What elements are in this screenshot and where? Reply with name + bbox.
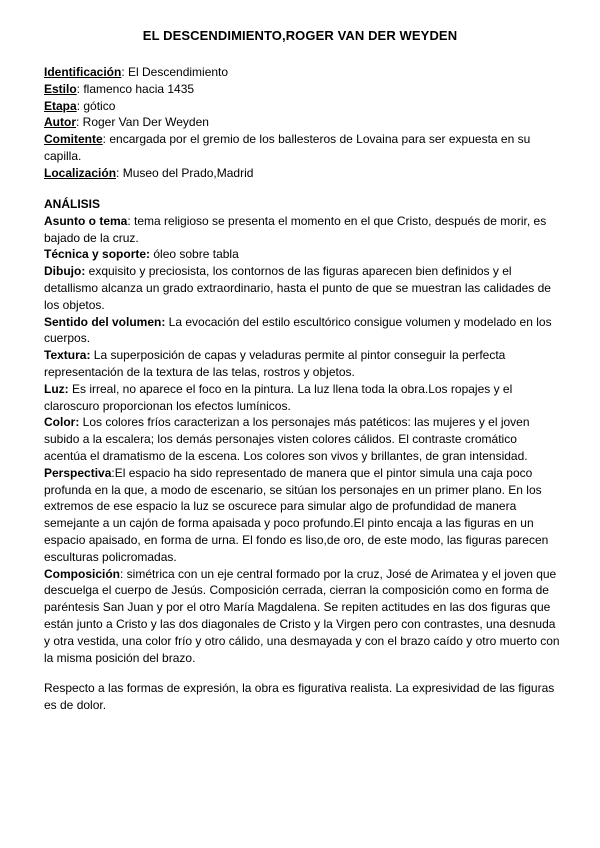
- analysis-text: : simétrica con un eje central formado por la cruz, José de Arimatea y el joven que descuelga el cuerpo de Jesús. Composición cerrada, cierran la composición como en forma de paréntesis San Juan y por el otro María Magdalena. Se repiten actitudes en las dos figuras que están junto a Cristo y las dos diagonales de Cristo y la Virgen pero con contrastes, una desnuda y otra vestida, una color frío y otro cálido, una desmayada y con el brazo caído y otro muerto con la misma posición del brazo.: [44, 566, 560, 665]
- analysis-text: óleo sobre tabla: [150, 247, 239, 262]
- analysis-paragraph: [44, 347, 560, 381]
- analysis-label: Textura:: [44, 348, 91, 363]
- analysis-label: Asunto o tema: [44, 213, 128, 228]
- identification-line: [44, 64, 560, 81]
- identification-value: : flamenco hacia 1435: [76, 81, 195, 96]
- identification-value: : gótico: [76, 98, 116, 113]
- identification-line: [44, 165, 560, 182]
- analysis-label: Luz:: [44, 381, 69, 396]
- identification-label: Localización: [44, 165, 117, 180]
- analysis-text: La superposición de capas y veladuras permite al pintor conseguir la perfecta representación de la textura de las telas, rostros y objetos.: [44, 348, 506, 379]
- identification-section: [44, 64, 560, 182]
- identification-line: [44, 131, 560, 165]
- identification-line: [44, 114, 560, 131]
- identification-label: Autor: [44, 115, 76, 130]
- analysis-paragraph: [44, 414, 560, 464]
- analysis-label: Dibujo:: [44, 264, 86, 279]
- analysis-label: Sentido del volumen:: [44, 314, 166, 329]
- analysis-paragraph: [44, 246, 560, 263]
- identification-label: Estilo: [44, 81, 77, 96]
- analysis-text: Los colores fríos caracterizan a los personajes más patéticos: las mujeres y el joven subido a la escalera; los demás personajes visten colores cálidos. El contraste cromático acentúa el dramatismo de la escena. Los colores son vivos y brillantes, de gran intensidad.: [44, 415, 530, 463]
- identification-value: : encargada por el gremio de los ballesteros de Lovaina para ser expuesta en su capilla.: [44, 132, 531, 163]
- analysis-section: [44, 196, 560, 666]
- identification-label: Identificación: [44, 65, 122, 79]
- closing-section: [44, 680, 560, 714]
- analysis-text: : tema religioso se presenta el momento en el que Cristo, después de morir, es bajado de la cruz.: [44, 213, 547, 245]
- analysis-paragraph: [44, 213, 560, 247]
- identification-label: Comitente: [44, 132, 103, 147]
- analysis-paragraph: [44, 465, 560, 566]
- identification-line: [44, 81, 560, 98]
- closing-paragraph: Respecto a las formas de expresión, la obra es figurativa realista. La expresividad de las figuras es de dolor.: [44, 681, 555, 712]
- analysis-paragraph: [44, 263, 560, 313]
- document-title: EL DESCENDIMIENTO,ROGER VAN DER WEYDEN: [142, 28, 458, 43]
- analysis-text: exquisito y preciosista, los contornos de las figuras aparecen bien definidos y el detallismo alcanza un grado extraordinario, hasta el punto de que se muestran las calidades de los objetos.: [44, 264, 551, 312]
- identification-value: : Museo del Prado,Madrid: [116, 165, 254, 180]
- analysis-text: :El espacio ha sido representado de manera que el pintor simula una caja poco profunda en la que, a modo de escenario, se sitúan los personajes en un primer plano. En los extremos de ese espacio la luz se oscurece para simular algo de profundidad de manera semejante a un cajón de forma apaisada y poco profundo.El pinto encaja a las figuras en un espacio apaisado, en forma de urna. El fondo es liso,de oro, de este modo, las figuras parecen esculturas policromadas.: [44, 465, 549, 564]
- analysis-paragraph: [44, 566, 560, 667]
- analysis-paragraph: [44, 314, 560, 348]
- identification-label: Etapa: [44, 98, 77, 113]
- identification-value: : El Descendimiento: [121, 65, 229, 79]
- analysis-paragraph: [44, 381, 560, 415]
- identification-value: : Roger Van Der Weyden: [76, 115, 209, 130]
- identification-line: [44, 98, 560, 115]
- analysis-text: La evocación del estilo escultórico consigue volumen y modelado en los cuerpos.: [44, 314, 552, 346]
- analysis-label: Perspectiva: [44, 465, 112, 480]
- analysis-label: Técnica y soporte:: [44, 247, 151, 262]
- analysis-text: Es irreal, no aparece el foco en la pintura. La luz llena toda la obra.Los ropajes y el claroscuro proporcionan los efectos lumínicos.: [44, 381, 513, 413]
- analysis-label: Composición: [44, 566, 121, 581]
- analysis-label: Color:: [44, 415, 80, 430]
- analysis-heading: ANÁLISIS: [44, 197, 101, 211]
